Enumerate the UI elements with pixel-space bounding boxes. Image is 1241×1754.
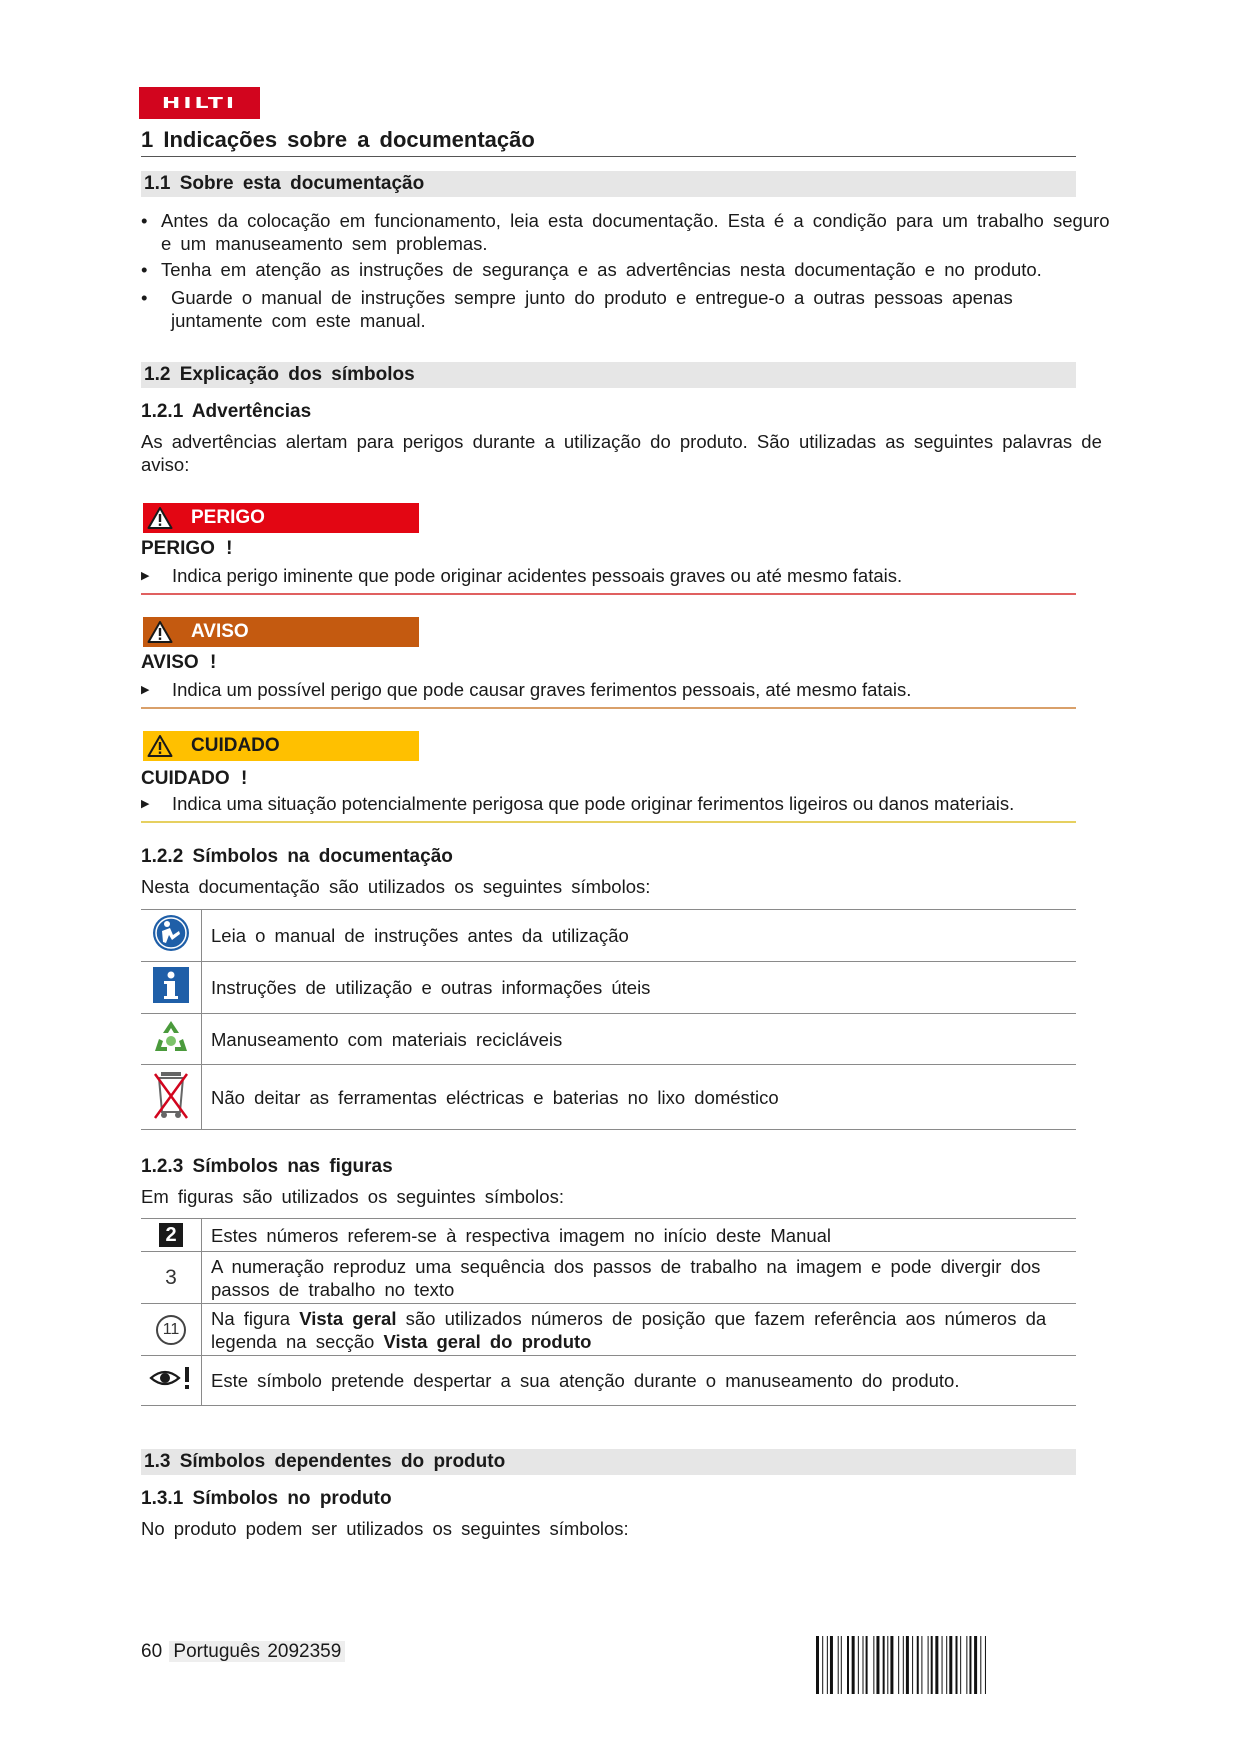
footer-language: Português — [173, 1641, 261, 1662]
table-row — [141, 1219, 1076, 1252]
paragraph: Em figuras são utilizados os seguintes símbolos: — [141, 1186, 564, 1207]
table-row — [141, 910, 1076, 962]
recycle-icon — [151, 1017, 191, 1057]
table-row — [141, 1065, 1076, 1130]
section-title-1-1: 1.1 Sobre esta documentação — [141, 171, 1076, 197]
figure-number-icon: 2 — [159, 1223, 183, 1247]
warning-signal-box: AVISO — [143, 617, 419, 647]
subsection-title-1-2-2: 1.2.2 Símbolos na documentação — [141, 846, 453, 867]
hilti-logo: HILTI — [139, 87, 260, 119]
subsection-title-1-2-3: 1.2.3 Símbolos nas figuras — [141, 1156, 393, 1177]
section-title-1-2: 1.2 Explicação dos símbolos — [141, 362, 1076, 388]
warning-triangle-icon — [147, 734, 173, 758]
page-number: 60 — [141, 1641, 163, 1662]
table-cell: Estes números referem-se à respectiva imagem no início deste Manual — [202, 1219, 1077, 1252]
table-row — [141, 1014, 1076, 1065]
list-item: • Tenha em atenção as instruções de segurança e as advertências nesta documentação e no produto. — [141, 259, 1042, 280]
chapter-title: 1 Indicações sobre a documentação — [141, 127, 1076, 157]
subsection-title-1-3-1: 1.3.1 Símbolos no produto — [141, 1488, 392, 1509]
table-cell: Leia o manual de instruções antes da utilização — [202, 910, 1077, 962]
read-manual-icon — [151, 913, 191, 953]
table-row — [141, 1252, 1076, 1304]
paragraph: No produto podem ser utilizados os seguintes símbolos: — [141, 1518, 629, 1539]
table-cell: Manuseamento com materiais recicláveis — [202, 1014, 1077, 1065]
caution-signal-box: CUIDADO — [143, 731, 419, 761]
paragraph: As advertências alertam para perigos durante a utilização do produto. São utilizadas as seguintes palavras de aviso: — [141, 431, 1102, 475]
signal-description-warning: ▶ Indica um possível perigo que pode causar graves ferimentos pessoais, até mesmo fatais. — [141, 679, 1076, 709]
signal-word-caution: CUIDADO ! — [141, 768, 248, 789]
section-title-1-3: 1.3 Símbolos dependentes do produto — [141, 1449, 1076, 1475]
table-row — [141, 1356, 1076, 1406]
signal-description-danger: ▶ Indica perigo iminente que pode originar acidentes pessoais graves ou até mesmo fatais. — [141, 565, 1076, 595]
attention-eye-icon — [149, 1364, 193, 1392]
paragraph: Nesta documentação são utilizados os seguintes símbolos: — [141, 876, 651, 897]
crossed-bin-icon — [151, 1066, 191, 1124]
signal-description-caution: ▶ Indica uma situação potencialmente perigosa que pode originar ferimentos ligeiros ou danos materiais. — [141, 793, 1076, 823]
table-cell: Instruções de utilização e outras informações úteis — [202, 962, 1077, 1014]
table-row — [141, 1304, 1076, 1356]
table-cell: Este símbolo pretende despertar a sua atenção durante o manuseamento do produto. — [202, 1356, 1077, 1406]
list-item: • Guarde o manual de instruções sempre junto do produto e entregue-o a outras pessoas apenas juntamente com este manual. — [141, 287, 1013, 331]
position-number-icon: 11 — [156, 1315, 186, 1345]
table-cell: Na figura Vista geral são utilizados números de posição que fazem referência aos números da legenda na secção Vista geral do produto — [202, 1304, 1077, 1356]
info-icon — [151, 965, 191, 1005]
page-footer — [141, 1641, 345, 1663]
table-cell: A numeração reproduz uma sequência dos passos de trabalho na imagem e pode divergir dos passos de trabalho no texto — [202, 1252, 1077, 1304]
table-cell: Não deitar as ferramentas eléctricas e baterias no lixo doméstico — [202, 1065, 1077, 1130]
subsection-title-1-2-1: 1.2.1 Advertências — [141, 401, 312, 422]
document-code: 2092359 — [267, 1641, 342, 1662]
warning-triangle-icon — [147, 620, 173, 644]
step-number-icon: 3 — [165, 1265, 177, 1289]
barcode — [816, 1636, 1076, 1694]
figure-symbols-table — [141, 1218, 1076, 1406]
danger-signal-box: PERIGO — [143, 503, 419, 533]
doc-symbols-table — [141, 909, 1076, 1130]
table-row — [141, 962, 1076, 1014]
list-item: • Antes da colocação em funcionamento, leia esta documentação. Esta é a condição para um trabalho seguro e um manuseamento sem problemas. — [141, 210, 1110, 254]
signal-word-danger: PERIGO ! — [141, 538, 233, 559]
warning-triangle-icon — [147, 506, 173, 530]
signal-word-warning: AVISO ! — [141, 652, 217, 673]
